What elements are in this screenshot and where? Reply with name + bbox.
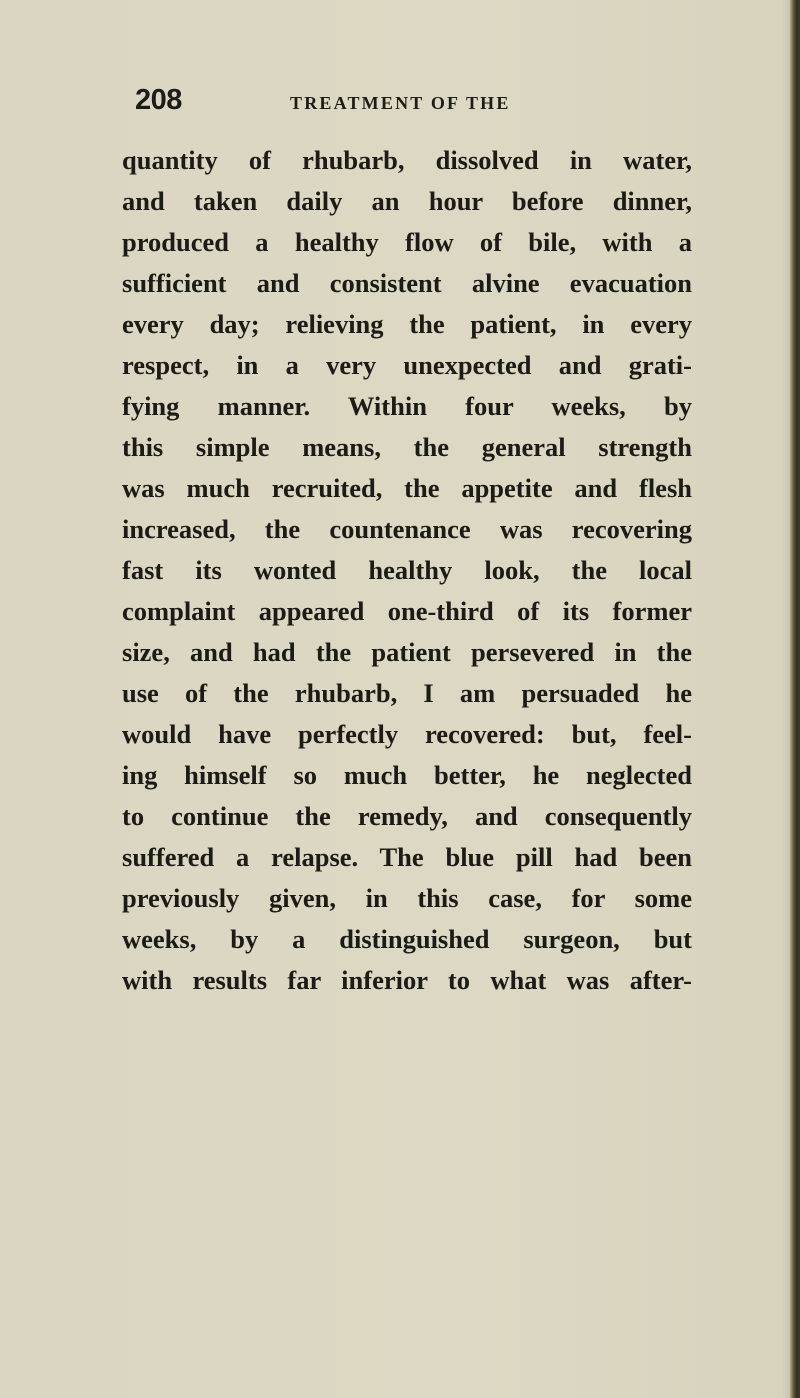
text-line: fying manner. Within four weeks, by	[122, 391, 692, 421]
text-line: use of the rhubarb, I am persuaded he	[122, 678, 692, 708]
text-line: and taken daily an hour before dinner,	[122, 186, 692, 216]
text-line: increased, the countenance was recovering	[122, 514, 692, 544]
text-line: ing himself so much better, he neglected	[122, 760, 692, 790]
text-line: would have perfectly recovered: but, feel-	[122, 719, 692, 749]
text-line: fast its wonted healthy look, the local	[122, 555, 692, 585]
text-line: quantity of rhubarb, dissolved in water,	[122, 145, 692, 175]
text-line: previously given, in this case, for some	[122, 883, 692, 913]
text-line: was much recruited, the appetite and flesh	[122, 473, 692, 503]
text-line: size, and had the patient persevered in the	[122, 637, 692, 667]
text-line: suffered a relapse. The blue pill had been	[122, 842, 692, 872]
text-line: with results far inferior to what was after-	[122, 965, 692, 995]
page-number: 208	[135, 84, 182, 116]
text-line: to continue the remedy, and consequently	[122, 801, 692, 831]
book-edge	[790, 0, 800, 1398]
text-line: weeks, by a distinguished surgeon, but	[122, 924, 692, 954]
text-line: complaint appeared one-third of its former	[122, 596, 692, 626]
body-text	[122, 140, 692, 1001]
text-line: sufficient and consistent alvine evacuation	[122, 268, 692, 298]
text-line: every day; relieving the patient, in every	[122, 309, 692, 339]
page-edge-shadow	[782, 0, 790, 1398]
page-header	[135, 84, 675, 124]
text-line: produced a healthy flow of bile, with a	[122, 227, 692, 257]
running-head: TREATMENT OF THE	[290, 93, 511, 113]
text-line: respect, in a very unexpected and grati-	[122, 350, 692, 380]
text-line: this simple means, the general strength	[122, 432, 692, 462]
